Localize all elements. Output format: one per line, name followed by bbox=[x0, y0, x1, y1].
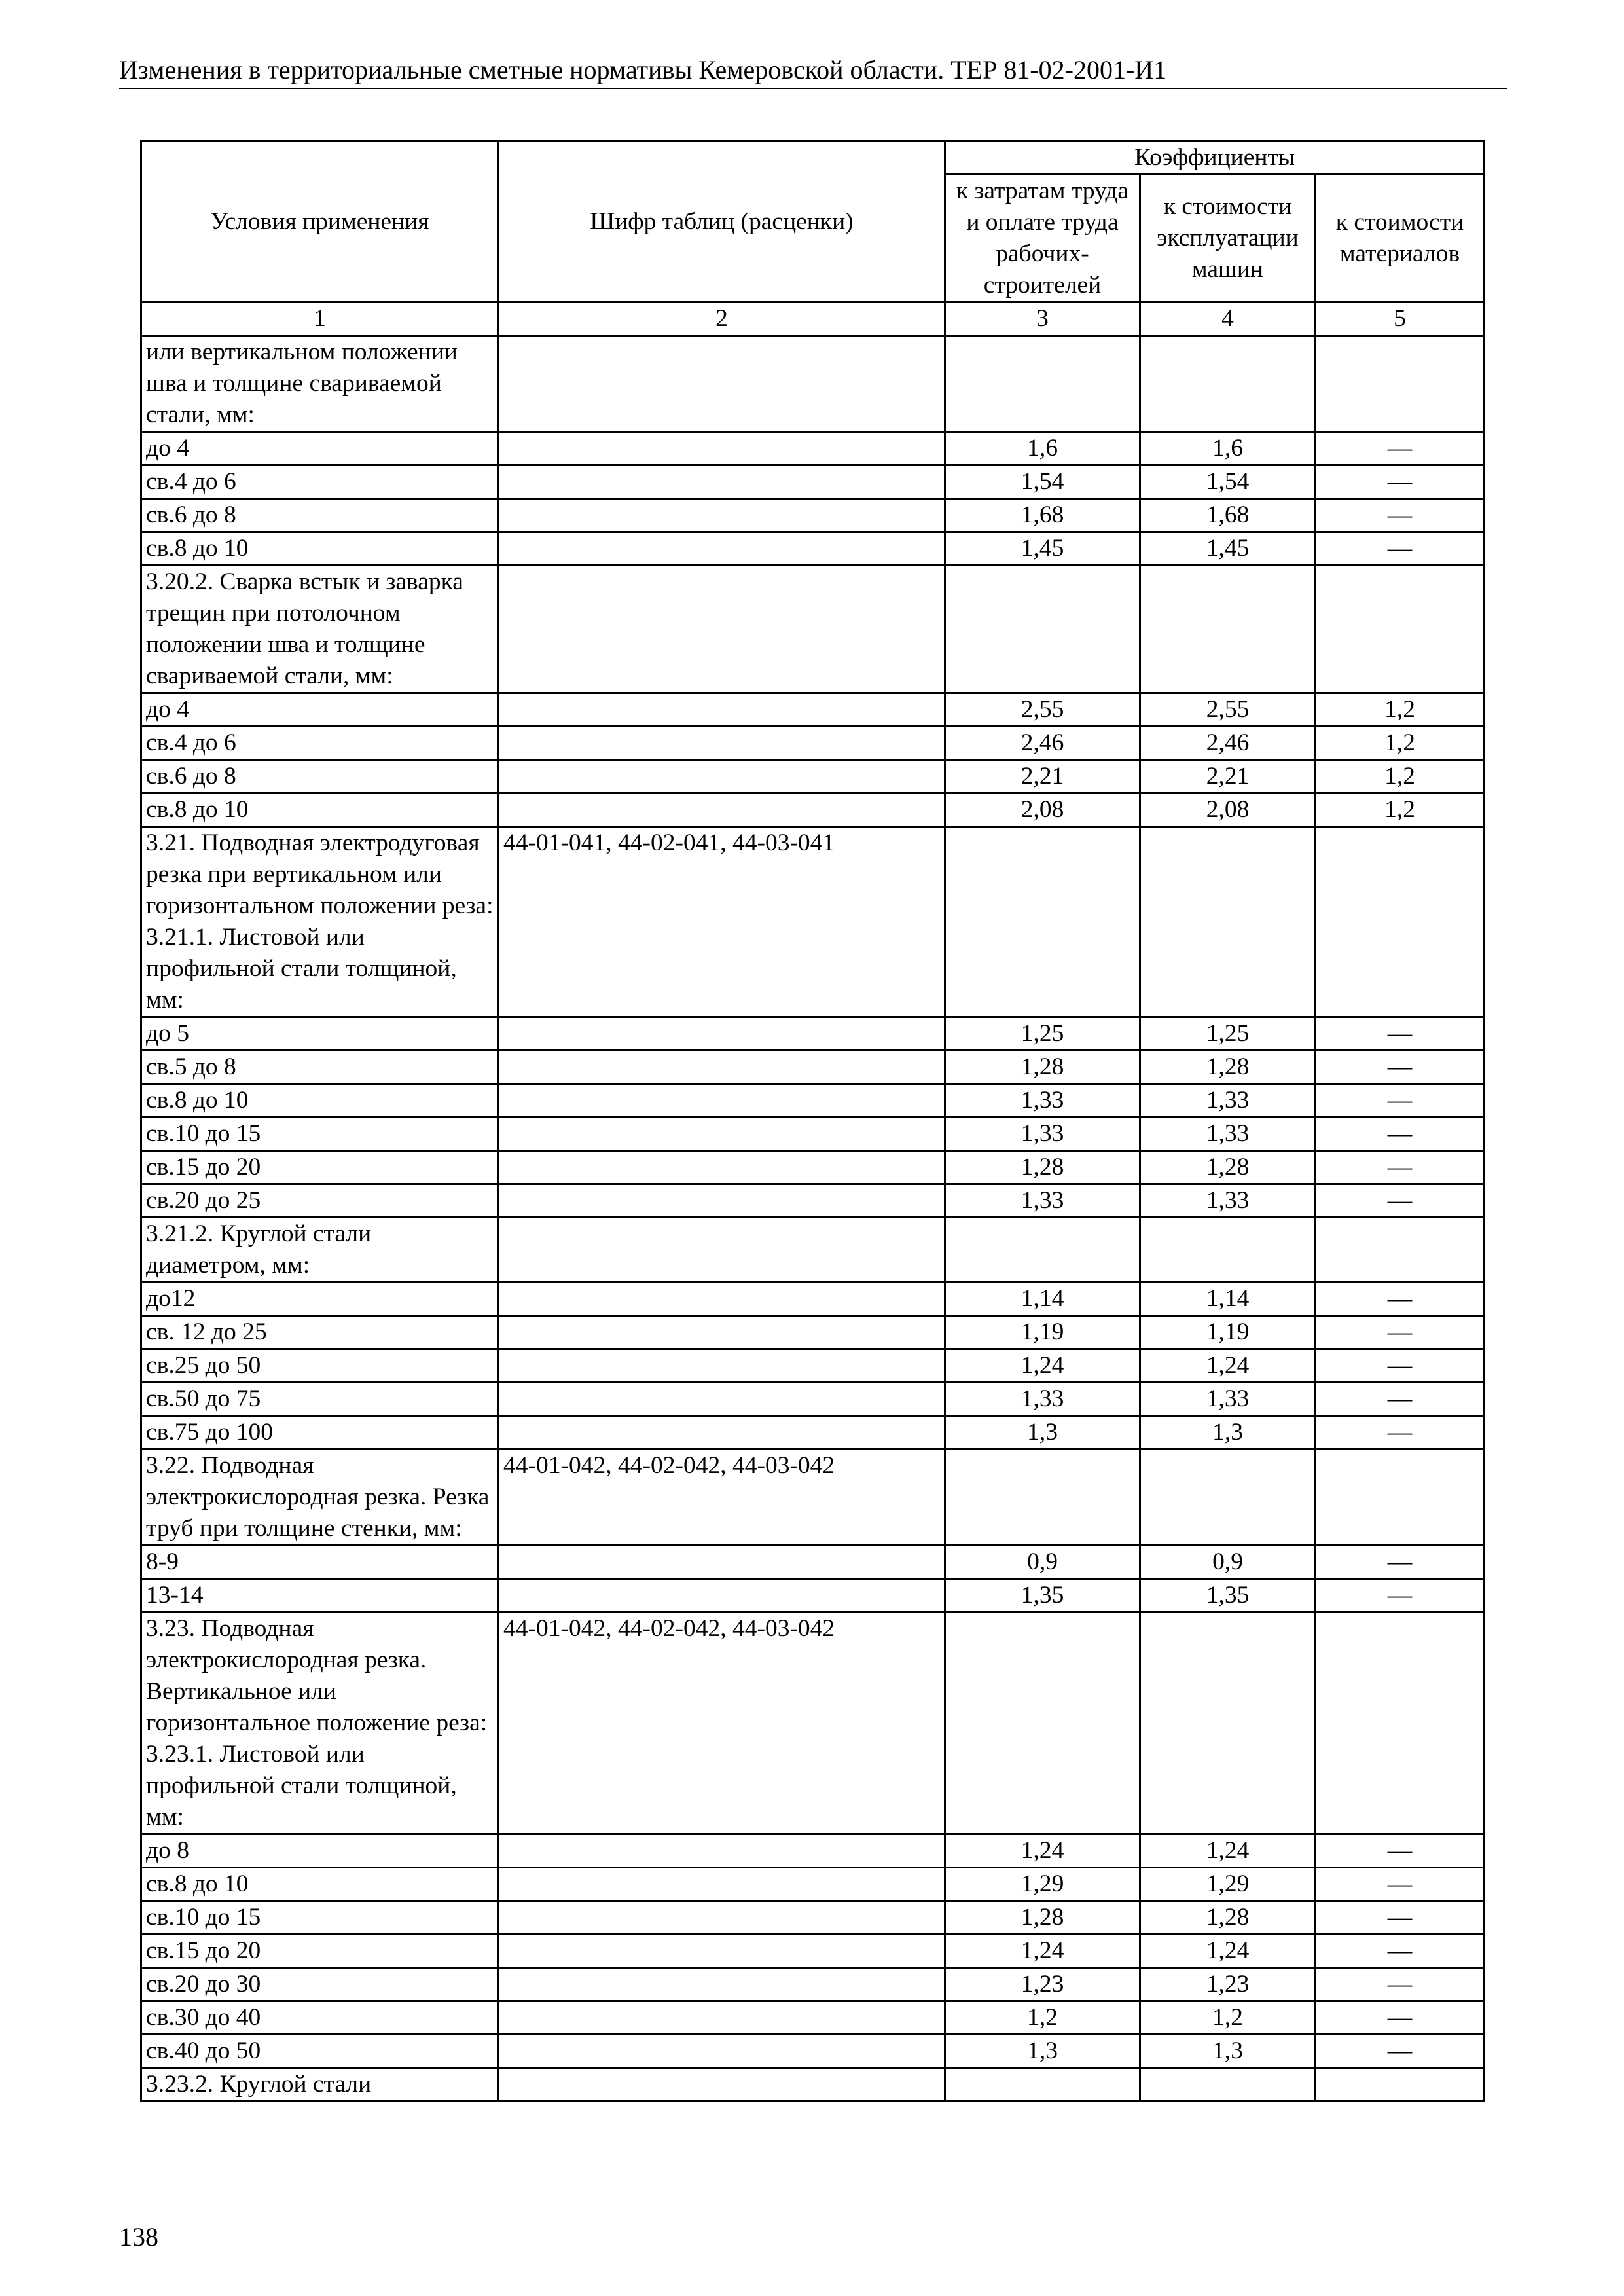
code-cell bbox=[499, 1084, 945, 1118]
code-cell bbox=[499, 532, 945, 566]
condition-cell: св.8 до 10 bbox=[141, 793, 499, 827]
code-cell bbox=[499, 1868, 945, 1901]
condition-cell: св.30 до 40 bbox=[141, 2001, 499, 2035]
labor-coefficient-cell: 1,28 bbox=[945, 1151, 1140, 1184]
machines-coefficient-cell: 1,19 bbox=[1140, 1316, 1316, 1349]
labor-coefficient-cell: 1,24 bbox=[945, 1935, 1140, 1968]
labor-coefficient-cell: 1,23 bbox=[945, 1968, 1140, 2001]
materials-coefficient-cell: 1,2 bbox=[1316, 727, 1485, 760]
condition-cell: св.4 до 6 bbox=[141, 727, 499, 760]
labor-coefficient-cell: 2,46 bbox=[945, 727, 1140, 760]
code-cell bbox=[499, 1416, 945, 1449]
machines-coefficient-cell bbox=[1140, 1449, 1316, 1546]
materials-coefficient-cell: — bbox=[1316, 1935, 1485, 1968]
materials-coefficient-cell: — bbox=[1316, 1901, 1485, 1935]
labor-coefficient-cell: 1,33 bbox=[945, 1184, 1140, 1218]
code-cell bbox=[499, 760, 945, 793]
materials-coefficient-cell: — bbox=[1316, 1416, 1485, 1449]
labor-coefficient-cell: 2,08 bbox=[945, 793, 1140, 827]
materials-coefficient-cell: — bbox=[1316, 1118, 1485, 1151]
materials-coefficient-cell: — bbox=[1316, 1151, 1485, 1184]
table-row bbox=[141, 1834, 1485, 1868]
condition-cell: 3.23. Подводная электрокислородная резка. Вертикальное или горизонтальное положение реза: 3.23.1. Листовой или профильной стали толщиной, мм: bbox=[141, 1613, 499, 1834]
labor-coefficient-cell: 1,68 bbox=[945, 499, 1140, 532]
code-cell bbox=[499, 1579, 945, 1613]
labor-coefficient-cell bbox=[945, 1218, 1140, 1283]
table-row bbox=[141, 1084, 1485, 1118]
table-row bbox=[141, 1218, 1485, 1283]
condition-cell: св.4 до 6 bbox=[141, 465, 499, 499]
condition-cell: св.8 до 10 bbox=[141, 532, 499, 566]
column-number: 4 bbox=[1140, 302, 1316, 336]
header-labor: к затратам труда и оплате труда рабочих-строителей bbox=[945, 175, 1140, 302]
machines-coefficient-cell: 1,54 bbox=[1140, 465, 1316, 499]
column-number: 5 bbox=[1316, 302, 1485, 336]
labor-coefficient-cell: 1,45 bbox=[945, 532, 1140, 566]
labor-coefficient-cell bbox=[945, 566, 1140, 693]
table-row bbox=[141, 1283, 1485, 1316]
machines-coefficient-cell: 1,2 bbox=[1140, 2001, 1316, 2035]
table-row bbox=[141, 793, 1485, 827]
code-cell bbox=[499, 1017, 945, 1051]
materials-coefficient-cell: — bbox=[1316, 1184, 1485, 1218]
labor-coefficient-cell: 2,21 bbox=[945, 760, 1140, 793]
condition-cell: 3.21. Подводная электродуговая резка при вертикальном или горизонтальном положении реза: 3.21.1. Листовой или профильной стали толщиной, мм: bbox=[141, 827, 499, 1017]
machines-coefficient-cell: 1,29 bbox=[1140, 1868, 1316, 1901]
condition-cell: до 8 bbox=[141, 1834, 499, 1868]
machines-coefficient-cell bbox=[1140, 336, 1316, 432]
labor-coefficient-cell: 1,33 bbox=[945, 1383, 1140, 1416]
table-row bbox=[141, 2068, 1485, 2102]
materials-coefficient-cell: — bbox=[1316, 432, 1485, 465]
materials-coefficient-cell: — bbox=[1316, 1316, 1485, 1349]
materials-coefficient-cell bbox=[1316, 827, 1485, 1017]
machines-coefficient-cell: 1,24 bbox=[1140, 1349, 1316, 1383]
labor-coefficient-cell: 1,2 bbox=[945, 2001, 1140, 2035]
condition-cell: 3.20.2. Сварка встык и заварка трещин при потолочном положении шва и толщине свариваемой стали, мм: bbox=[141, 566, 499, 693]
table-row bbox=[141, 2001, 1485, 2035]
condition-cell: 8-9 bbox=[141, 1546, 499, 1579]
labor-coefficient-cell: 1,33 bbox=[945, 1118, 1140, 1151]
code-cell bbox=[499, 465, 945, 499]
labor-coefficient-cell bbox=[945, 2068, 1140, 2102]
materials-coefficient-cell: — bbox=[1316, 1084, 1485, 1118]
labor-coefficient-cell bbox=[945, 336, 1140, 432]
condition-cell: 3.21.2. Круглой стали диаметром, мм: bbox=[141, 1218, 499, 1283]
code-cell bbox=[499, 1349, 945, 1383]
machines-coefficient-cell bbox=[1140, 1613, 1316, 1834]
code-cell bbox=[499, 2068, 945, 2102]
materials-coefficient-cell bbox=[1316, 1613, 1485, 1834]
machines-coefficient-cell: 1,23 bbox=[1140, 1968, 1316, 2001]
table-row bbox=[141, 1449, 1485, 1546]
machines-coefficient-cell bbox=[1140, 1218, 1316, 1283]
document-header: Изменения в территориальные сметные нормативы Кемеровской области. ТЕР 81-02-2001-И1 bbox=[119, 54, 1507, 89]
column-number: 1 bbox=[141, 302, 499, 336]
table-row bbox=[141, 1349, 1485, 1383]
condition-cell: 3.22. Подводная электрокислородная резка. Резка труб при толщине стенки, мм: bbox=[141, 1449, 499, 1546]
code-cell: 44-01-042, 44-02-042, 44-03-042 bbox=[499, 1613, 945, 1834]
labor-coefficient-cell: 1,19 bbox=[945, 1316, 1140, 1349]
code-cell bbox=[499, 1901, 945, 1935]
condition-cell: 13-14 bbox=[141, 1579, 499, 1613]
header-conditions: Условия применения bbox=[141, 141, 499, 302]
column-number: 3 bbox=[945, 302, 1140, 336]
materials-coefficient-cell bbox=[1316, 566, 1485, 693]
table-row bbox=[141, 1968, 1485, 2001]
machines-coefficient-cell: 1,24 bbox=[1140, 1834, 1316, 1868]
table-row bbox=[141, 465, 1485, 499]
materials-coefficient-cell: 1,2 bbox=[1316, 693, 1485, 727]
machines-coefficient-cell bbox=[1140, 827, 1316, 1017]
materials-coefficient-cell: 1,2 bbox=[1316, 793, 1485, 827]
condition-cell: св.8 до 10 bbox=[141, 1084, 499, 1118]
materials-coefficient-cell: — bbox=[1316, 1546, 1485, 1579]
header-coefficients: Коэффициенты bbox=[945, 141, 1485, 175]
condition-cell: 3.23.2. Круглой стали bbox=[141, 2068, 499, 2102]
machines-coefficient-cell: 0,9 bbox=[1140, 1546, 1316, 1579]
materials-coefficient-cell bbox=[1316, 1449, 1485, 1546]
code-cell bbox=[499, 1283, 945, 1316]
condition-cell: до 4 bbox=[141, 693, 499, 727]
code-cell bbox=[499, 432, 945, 465]
machines-coefficient-cell: 1,14 bbox=[1140, 1283, 1316, 1316]
materials-coefficient-cell: — bbox=[1316, 1868, 1485, 1901]
condition-cell: до 5 bbox=[141, 1017, 499, 1051]
labor-coefficient-cell: 2,55 bbox=[945, 693, 1140, 727]
condition-cell: св.25 до 50 bbox=[141, 1349, 499, 1383]
labor-coefficient-cell: 1,54 bbox=[945, 465, 1140, 499]
code-cell: 44-01-042, 44-02-042, 44-03-042 bbox=[499, 1449, 945, 1546]
table-row bbox=[141, 1546, 1485, 1579]
condition-cell: св.15 до 20 bbox=[141, 1151, 499, 1184]
machines-coefficient-cell: 1,35 bbox=[1140, 1579, 1316, 1613]
column-number: 2 bbox=[499, 302, 945, 336]
machines-coefficient-cell: 2,21 bbox=[1140, 760, 1316, 793]
code-cell bbox=[499, 566, 945, 693]
table-row bbox=[141, 1184, 1485, 1218]
materials-coefficient-cell bbox=[1316, 336, 1485, 432]
table-row bbox=[141, 1901, 1485, 1935]
labor-coefficient-cell: 1,28 bbox=[945, 1051, 1140, 1084]
condition-cell: до 4 bbox=[141, 432, 499, 465]
machines-coefficient-cell: 2,46 bbox=[1140, 727, 1316, 760]
table-row bbox=[141, 1935, 1485, 1968]
materials-coefficient-cell: — bbox=[1316, 1283, 1485, 1316]
machines-coefficient-cell: 2,08 bbox=[1140, 793, 1316, 827]
table-row bbox=[141, 532, 1485, 566]
machines-coefficient-cell: 1,33 bbox=[1140, 1084, 1316, 1118]
table-row bbox=[141, 1151, 1485, 1184]
table-row bbox=[141, 1579, 1485, 1613]
table-row bbox=[141, 760, 1485, 793]
column-numbers-row bbox=[141, 302, 1485, 336]
labor-coefficient-cell bbox=[945, 1449, 1140, 1546]
table-row bbox=[141, 693, 1485, 727]
materials-coefficient-cell: — bbox=[1316, 1349, 1485, 1383]
condition-cell: св.8 до 10 bbox=[141, 1868, 499, 1901]
table-row bbox=[141, 1416, 1485, 1449]
code-cell bbox=[499, 793, 945, 827]
condition-cell: св.40 до 50 bbox=[141, 2035, 499, 2068]
table-row bbox=[141, 499, 1485, 532]
machines-coefficient-cell: 1,24 bbox=[1140, 1935, 1316, 1968]
condition-cell: св.20 до 25 bbox=[141, 1184, 499, 1218]
page-number: 138 bbox=[119, 2222, 158, 2251]
labor-coefficient-cell: 1,3 bbox=[945, 1416, 1140, 1449]
condition-cell: св.6 до 8 bbox=[141, 760, 499, 793]
code-cell bbox=[499, 1151, 945, 1184]
condition-cell: св.5 до 8 bbox=[141, 1051, 499, 1084]
machines-coefficient-cell: 1,45 bbox=[1140, 532, 1316, 566]
code-cell bbox=[499, 693, 945, 727]
machines-coefficient-cell: 1,3 bbox=[1140, 1416, 1316, 1449]
code-cell bbox=[499, 727, 945, 760]
labor-coefficient-cell: 1,24 bbox=[945, 1349, 1140, 1383]
machines-coefficient-cell: 2,55 bbox=[1140, 693, 1316, 727]
condition-cell: св.50 до 75 bbox=[141, 1383, 499, 1416]
labor-coefficient-cell: 1,3 bbox=[945, 2035, 1140, 2068]
code-cell bbox=[499, 1968, 945, 2001]
labor-coefficient-cell: 1,6 bbox=[945, 432, 1140, 465]
code-cell bbox=[499, 1051, 945, 1084]
materials-coefficient-cell: — bbox=[1316, 1579, 1485, 1613]
machines-coefficient-cell bbox=[1140, 566, 1316, 693]
code-cell bbox=[499, 1118, 945, 1151]
code-cell bbox=[499, 1546, 945, 1579]
labor-coefficient-cell: 1,14 bbox=[945, 1283, 1140, 1316]
table-row bbox=[141, 1118, 1485, 1151]
condition-cell: св.75 до 100 bbox=[141, 1416, 499, 1449]
materials-coefficient-cell: — bbox=[1316, 532, 1485, 566]
table-row bbox=[141, 336, 1485, 432]
header-materials: к стоимости материалов bbox=[1316, 175, 1485, 302]
materials-coefficient-cell: — bbox=[1316, 1383, 1485, 1416]
materials-coefficient-cell: — bbox=[1316, 465, 1485, 499]
materials-coefficient-cell bbox=[1316, 2068, 1485, 2102]
table-row bbox=[141, 432, 1485, 465]
table-row bbox=[141, 1383, 1485, 1416]
condition-cell: или вертикальном положении шва и толщине свариваемой стали, мм: bbox=[141, 336, 499, 432]
machines-coefficient-cell: 1,33 bbox=[1140, 1118, 1316, 1151]
materials-coefficient-cell bbox=[1316, 1218, 1485, 1283]
code-cell bbox=[499, 1184, 945, 1218]
code-cell bbox=[499, 1383, 945, 1416]
materials-coefficient-cell: — bbox=[1316, 499, 1485, 532]
labor-coefficient-cell: 1,25 bbox=[945, 1017, 1140, 1051]
labor-coefficient-cell: 0,9 bbox=[945, 1546, 1140, 1579]
materials-coefficient-cell: — bbox=[1316, 2035, 1485, 2068]
code-cell bbox=[499, 499, 945, 532]
header-machines: к стоимости эксплуатации машин bbox=[1140, 175, 1316, 302]
header-code: Шифр таблиц (расценки) bbox=[499, 141, 945, 302]
labor-coefficient-cell: 1,35 bbox=[945, 1579, 1140, 1613]
condition-cell: св.10 до 15 bbox=[141, 1901, 499, 1935]
machines-coefficient-cell: 1,25 bbox=[1140, 1017, 1316, 1051]
table-row bbox=[141, 1613, 1485, 1834]
coefficients-table bbox=[140, 140, 1485, 2102]
machines-coefficient-cell: 1,33 bbox=[1140, 1383, 1316, 1416]
machines-coefficient-cell: 1,33 bbox=[1140, 1184, 1316, 1218]
materials-coefficient-cell: — bbox=[1316, 1017, 1485, 1051]
condition-cell: св.15 до 20 bbox=[141, 1935, 499, 1968]
code-cell: 44-01-041, 44-02-041, 44-03-041 bbox=[499, 827, 945, 1017]
labor-coefficient-cell bbox=[945, 827, 1140, 1017]
code-cell bbox=[499, 2035, 945, 2068]
code-cell bbox=[499, 1316, 945, 1349]
materials-coefficient-cell: — bbox=[1316, 1968, 1485, 2001]
code-cell bbox=[499, 1834, 945, 1868]
machines-coefficient-cell: 1,3 bbox=[1140, 2035, 1316, 2068]
code-cell bbox=[499, 1218, 945, 1283]
condition-cell: до12 bbox=[141, 1283, 499, 1316]
machines-coefficient-cell: 1,28 bbox=[1140, 1901, 1316, 1935]
machines-coefficient-cell bbox=[1140, 2068, 1316, 2102]
condition-cell: св. 12 до 25 bbox=[141, 1316, 499, 1349]
machines-coefficient-cell: 1,6 bbox=[1140, 432, 1316, 465]
machines-coefficient-cell: 1,68 bbox=[1140, 499, 1316, 532]
condition-cell: св.6 до 8 bbox=[141, 499, 499, 532]
table-body bbox=[141, 336, 1485, 2102]
code-cell bbox=[499, 336, 945, 432]
labor-coefficient-cell: 1,33 bbox=[945, 1084, 1140, 1118]
code-cell bbox=[499, 2001, 945, 2035]
table-row bbox=[141, 1051, 1485, 1084]
table-row bbox=[141, 827, 1485, 1017]
condition-cell: св.20 до 30 bbox=[141, 1968, 499, 2001]
labor-coefficient-cell: 1,29 bbox=[945, 1868, 1140, 1901]
code-cell bbox=[499, 1935, 945, 1968]
machines-coefficient-cell: 1,28 bbox=[1140, 1151, 1316, 1184]
table-row bbox=[141, 727, 1485, 760]
table-row bbox=[141, 1868, 1485, 1901]
materials-coefficient-cell: — bbox=[1316, 2001, 1485, 2035]
machines-coefficient-cell: 1,28 bbox=[1140, 1051, 1316, 1084]
labor-coefficient-cell bbox=[945, 1613, 1140, 1834]
materials-coefficient-cell: — bbox=[1316, 1051, 1485, 1084]
table-row bbox=[141, 1316, 1485, 1349]
materials-coefficient-cell: 1,2 bbox=[1316, 760, 1485, 793]
labor-coefficient-cell: 1,24 bbox=[945, 1834, 1140, 1868]
table-row bbox=[141, 2035, 1485, 2068]
labor-coefficient-cell: 1,28 bbox=[945, 1901, 1140, 1935]
condition-cell: св.10 до 15 bbox=[141, 1118, 499, 1151]
table-row bbox=[141, 1017, 1485, 1051]
table-row bbox=[141, 566, 1485, 693]
materials-coefficient-cell: — bbox=[1316, 1834, 1485, 1868]
